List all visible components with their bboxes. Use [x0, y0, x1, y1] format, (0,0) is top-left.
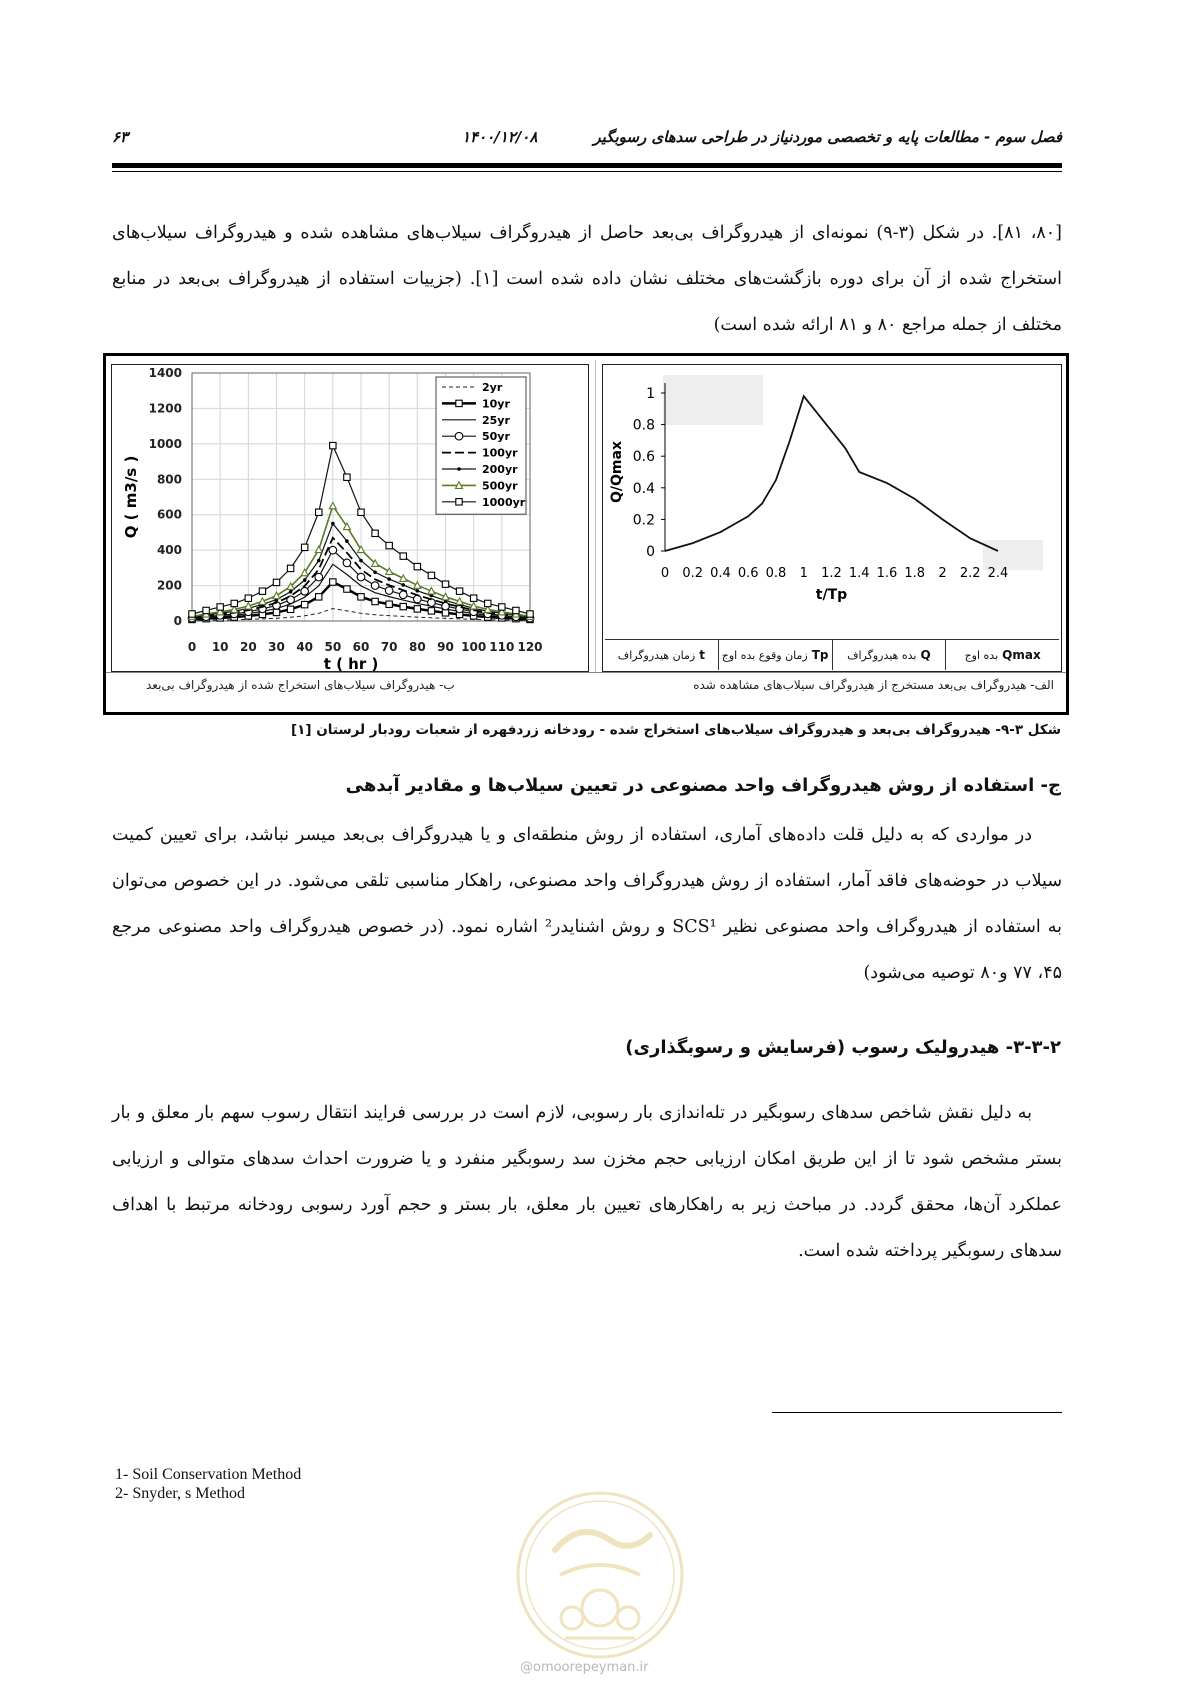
paragraph-2: در مواردی که به دلیل قلت داده‌های آماری، استفاده از روش منطقه‌ای و یا هیدروگراف بی‌بعد میسر نباشد، برای تعیین کمیت سیلاب در حوضه‌های فاقد آمار، استفاده از روش هیدروگراف واحد مصنوعی، راهکار مناسبی تلقی می‌شود. در این خصوص می‌توان به استفاده از هیدروگراف واحد مصنوعی نظیر SCS¹ و روش اشنایدر² اشاره نمود. (در خصوص هیدروگراف واحد مصنوعی مرجع ۴۵، ۷۷ و۸۰ توصیه می‌شود) — [112, 825, 1062, 983]
y-tick-label: 1 — [646, 386, 655, 402]
series-point-10yr — [414, 606, 420, 612]
legend-marker — [455, 432, 463, 440]
legend-marker — [456, 400, 462, 406]
panel-divider — [595, 360, 596, 672]
series-point-200yr — [331, 522, 335, 526]
y-axis-label: Q/Qmax — [609, 441, 625, 503]
series-point-200yr — [359, 559, 363, 563]
x-tick-label: 0 — [187, 640, 197, 654]
legend-marker — [457, 467, 461, 471]
series-point-1000yr — [259, 588, 265, 594]
x-tick-label: 1 — [799, 566, 808, 581]
x-tick-label: 1.2 — [821, 566, 842, 581]
series-point-50yr — [371, 582, 379, 590]
series-point-200yr — [345, 539, 349, 543]
x-tick-label: 0.4 — [710, 566, 731, 581]
series-point-10yr — [344, 586, 350, 592]
legend-cell-qmax: Qmax بده اوج — [945, 640, 1059, 670]
series-point-200yr — [416, 589, 420, 593]
legend-cell-tp: Tp زمان وقوع بده اوج — [718, 640, 832, 670]
caption-divider — [106, 672, 1066, 673]
series-point-1000yr — [344, 474, 350, 480]
y-tick-label: 0 — [173, 614, 182, 628]
series-point-200yr — [289, 590, 293, 594]
chart-dimensionless-panel — [602, 364, 1062, 672]
background-patch — [663, 375, 763, 425]
series-point-500yr — [386, 568, 393, 575]
legend-label: 50yr — [482, 430, 510, 444]
y-tick-label: 0.4 — [632, 480, 655, 497]
series-point-500yr — [414, 582, 421, 589]
y-tick-label: 200 — [156, 578, 182, 593]
x-tick-label: 0.6 — [737, 566, 759, 581]
series-point-10yr — [400, 603, 406, 609]
series-point-1000yr — [287, 565, 293, 571]
series-point-1000yr — [273, 579, 279, 585]
legend-label: 1000yr — [482, 495, 526, 509]
series-point-50yr — [315, 573, 323, 581]
x-tick-label: 60 — [352, 640, 370, 654]
x-tick-label: 2.2 — [959, 566, 981, 581]
series-point-1000yr — [316, 509, 322, 515]
x-tick-label: 10 — [211, 640, 229, 654]
figure-3-9 — [103, 353, 1069, 715]
y-axis-label: Q ( m3/s ) — [122, 455, 140, 539]
series-point-1000yr — [358, 509, 364, 515]
series-point-500yr — [329, 502, 336, 509]
section-heading-3-3-2: ۳-۳-۲- هیدرولیک رسوب (فرسایش و رسوبگذاری) — [625, 1037, 1061, 1058]
y-tick-label: 400 — [156, 543, 182, 558]
x-tick-label: 2.4 — [987, 566, 1009, 581]
paragraph-1: [۸۰، ۸۱]. در شکل (۳-۹) نمونه‌ای از هیدروگراف بی‌بعد حاصل از هیدروگراف سیلاب‌های مشاهده شده و هیدروگراف سیلاب‌های استخراج شده از آن برای دوره بازگشت‌های مختلف نشان داده شده است [۱]. (جزییات استفاده از هیدروگراف بی‌بعد در منابع مختلف از جمله مراجع ۸۰ و ۸۱ ارائه شده است) — [112, 223, 1063, 335]
x-axis-label: t/Tp — [815, 587, 848, 603]
series-point-1000yr — [513, 607, 519, 613]
legend-label: 100yr — [482, 446, 518, 460]
series-point-1000yr — [189, 611, 195, 617]
legend-label: 2yr — [482, 381, 503, 394]
x-tick-label: 1.6 — [876, 566, 898, 581]
legend-cell-t: t زمان هیدروگراف — [617, 648, 705, 662]
footnote-rule — [772, 1412, 1062, 1413]
series-point-1000yr — [442, 581, 448, 587]
hydrograph-chart — [112, 365, 588, 671]
series-point-1000yr — [428, 572, 434, 578]
page-header — [112, 128, 1062, 152]
series-point-10yr — [330, 579, 336, 585]
series-point-10yr — [358, 594, 364, 600]
dimensionless-hydrograph-chart — [603, 365, 1061, 637]
series-point-200yr — [303, 578, 307, 582]
y-tick-label: 800 — [156, 472, 182, 487]
series-point-200yr — [373, 570, 377, 574]
series-point-10yr — [287, 606, 293, 612]
x-tick-label: 20 — [239, 640, 257, 654]
x-tick-label: 2 — [938, 566, 947, 581]
series-point-1000yr — [231, 600, 237, 606]
figure-caption: شکل ۳-۹- هیدروگراف بی‌بعد و هیدروگراف سیلاب‌های استخراج شده - رودخانه زردفهره از شعبات رودبار لرستان [۱] — [290, 722, 1061, 738]
footnote-2: 2- Snyder, s Method — [115, 1485, 246, 1502]
x-tick-label: 80 — [408, 640, 426, 654]
paragraph-3: به دلیل نقش شاخص سدهای رسوبگیر در تله‌اندازی بار رسوبی، لازم است در بررسی فرایند انتقال رسوب سهم بار معلق و بار بستر مشخص شود تا از این طریق امکان ارزیابی حجم مخزن سد رسوبگیر منفرد و یا ضرورت احداث سدهای متوالی و ارزیابی عملکرد آن‌ها، محقق گردد. در مباحث زیر به راهکارهای تعیین بار معلق، بار بستر و حجم آورد رسوبی رودخانه مرتبط با اهداف سدهای رسوبگیر پرداخته شده است. — [112, 1103, 1062, 1261]
series-point-50yr — [357, 573, 365, 581]
y-tick-label: 0 — [646, 544, 655, 560]
series-point-1000yr — [217, 604, 223, 610]
y-tick-label: 600 — [156, 507, 182, 522]
y-tick-label: 1400 — [148, 366, 182, 380]
series-point-10yr — [273, 609, 279, 615]
series-point-500yr — [315, 546, 322, 553]
legend-label: 25yr — [482, 413, 510, 427]
series-point-500yr — [400, 575, 407, 582]
series-point-1000yr — [203, 607, 209, 613]
series-point-50yr — [329, 546, 337, 554]
series-point-50yr — [343, 559, 351, 567]
x-tick-label: 0 — [660, 566, 670, 581]
series-point-1000yr — [485, 600, 491, 606]
header-date: ۱۴۰۰/۱۲/۰۸ — [462, 128, 538, 146]
series-point-10yr — [428, 608, 434, 614]
y-tick-label: 1000 — [148, 436, 182, 451]
series-point-1000yr — [456, 588, 462, 594]
legend-box — [436, 377, 526, 514]
y-tick-label: 0.8 — [632, 417, 655, 434]
footnote-1: 1- Soil Conservation Method — [115, 1466, 302, 1483]
x-tick-label: 110 — [489, 640, 515, 654]
legend-label: 500yr — [482, 479, 518, 493]
series-point-1000yr — [400, 553, 406, 559]
x-tick-label: 30 — [268, 640, 285, 654]
series-point-200yr — [387, 577, 391, 581]
series-point-1000yr — [499, 604, 505, 610]
chart-hydrographs-panel — [111, 364, 589, 672]
x-tick-label: 1.4 — [848, 566, 870, 581]
x-tick-label: 0.2 — [682, 566, 704, 581]
series-point-10yr — [372, 598, 378, 604]
series-point-50yr — [385, 587, 393, 595]
legend-label: 200yr — [482, 463, 518, 476]
x-tick-label: 0.8 — [765, 566, 787, 581]
x-tick-label: 1.8 — [904, 566, 926, 581]
watermark-logo-icon — [510, 1480, 690, 1670]
watermark-url: @omoorepeyman.ir — [520, 1660, 649, 1675]
x-tick-label: 90 — [437, 640, 454, 654]
y-tick-label: 0.6 — [632, 449, 655, 466]
symbol-legend-table — [605, 639, 1059, 670]
series-point-10yr — [316, 594, 322, 600]
series-point-50yr — [456, 605, 464, 613]
series-point-200yr — [401, 583, 405, 587]
x-tick-label: 70 — [380, 640, 398, 654]
series-point-10yr — [442, 610, 448, 616]
legend-label: 10yr — [482, 397, 510, 411]
series-point-1000yr — [330, 442, 336, 448]
y-tick-label: 1200 — [148, 401, 182, 416]
series-point-1000yr — [470, 595, 476, 601]
x-axis-label: t ( hr ) — [323, 655, 379, 671]
x-tick-label: 40 — [296, 640, 314, 654]
legend-cell-q: Q بده هیدروگراف — [832, 640, 946, 670]
series-point-1000yr — [301, 544, 307, 550]
section-heading-c: ج- استفاده از روش هیدروگراف واحد مصنوعی در تعیین سیلاب‌ها و مقادیر آبدهی — [345, 775, 1061, 796]
series-point-1000yr — [372, 530, 378, 536]
series-point-50yr — [301, 587, 309, 595]
header-rule-thick — [112, 163, 1062, 168]
x-tick-label: 100 — [461, 640, 487, 654]
series-point-10yr — [301, 601, 307, 607]
legend-marker — [456, 499, 462, 505]
series-point-1000yr — [414, 563, 420, 569]
subcaption-a: الف- هیدروگراف بی‌بعد مستخرج از هیدروگراف سیلاب‌های مشاهده شده — [693, 678, 1054, 692]
series-point-10yr — [386, 601, 392, 607]
series-point-200yr — [317, 559, 321, 563]
chapter-title: فصل سوم - مطالعات پایه و تخصصی موردنیاز در طراحی سدهای رسوبگیر — [593, 128, 1062, 146]
y-tick-label: 0.2 — [632, 512, 655, 529]
x-tick-label: 120 — [517, 640, 543, 654]
subcaption-b: ب- هیدروگراف سیلاب‌های استخراج شده از هیدروگراف بی‌بعد — [146, 678, 455, 692]
footnotes — [115, 1465, 301, 1503]
series-point-1000yr — [386, 542, 392, 548]
series-point-50yr — [414, 595, 422, 603]
series-point-50yr — [399, 591, 407, 599]
page-number: ۶۳ — [112, 128, 129, 146]
x-tick-label: 50 — [324, 640, 342, 654]
series-point-1000yr — [245, 595, 251, 601]
series-point-1000yr — [527, 611, 533, 617]
header-rule-thin — [112, 171, 1062, 172]
